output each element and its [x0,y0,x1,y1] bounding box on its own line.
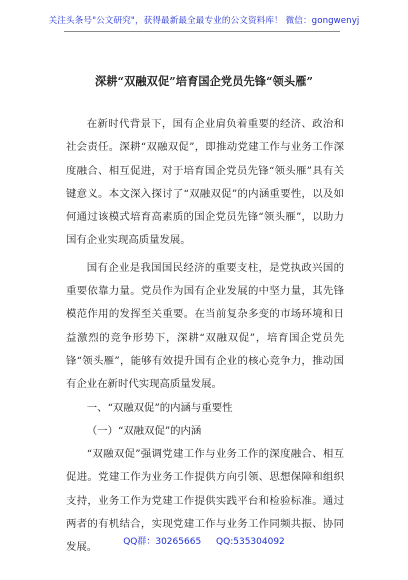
subsection-heading-1: （一）“双融双促”的内涵 [86,424,202,437]
section-heading-1: 一、“双融双促”的内涵与重要性 [86,401,233,414]
watermark-header: 关注头条号"公文研究"，获得最新最全最专业的公文资料库！ 微信：gongwenyj [48,16,360,26]
document-title: 深耕“双融双促”培育国企党员先锋“领头雁” [94,74,314,88]
document-body [66,113,344,560]
footer-qq-group: QQ群：30265665 [123,537,202,547]
footer-contact [0,534,408,547]
paragraph-connotation: “双融双促”强调党建工作与业务工作的深度融合、相互促进。党建工作为业务工作提供方向引领、思想保障和组织支持，业务工作为党建工作提供实践平台和检验标准。通过两者的有机结合，实现党建工作与业务工作同频共振、协同发展。 [66,448,344,554]
paragraph-background: 国有企业是我国国民经济的重要支柱，是党执政兴国的重要依靠力量。党员作为国有企业发展的中坚力量，其先锋模范作用的发挥至关重要。在当前复杂多变的市场环境和日益激烈的竞争形势下，深耕“双融双促”，培育国企党员先锋“领头雁”，能够有效提升国有企业的核心竞争力，推动国有企业在新时代实现高质量发展。 [66,261,344,391]
footer-qq: QQ:535304092 [216,537,285,547]
paragraph-intro: 在新时代背景下，国有企业肩负着重要的经济、政治和社会责任。深耕“双融双促”，即推动党建工作与业务工作深度融合、相互促进，对于培育国企党员先锋“领头雁”具有关键意义。本文深入探讨了“双融双促”的内涵重要性，以及如何通过该模式培育高素质的国企党员先锋“领头雁”，以助力国有企业实现高质量发展。 [66,118,344,247]
header-divider [64,31,340,32]
